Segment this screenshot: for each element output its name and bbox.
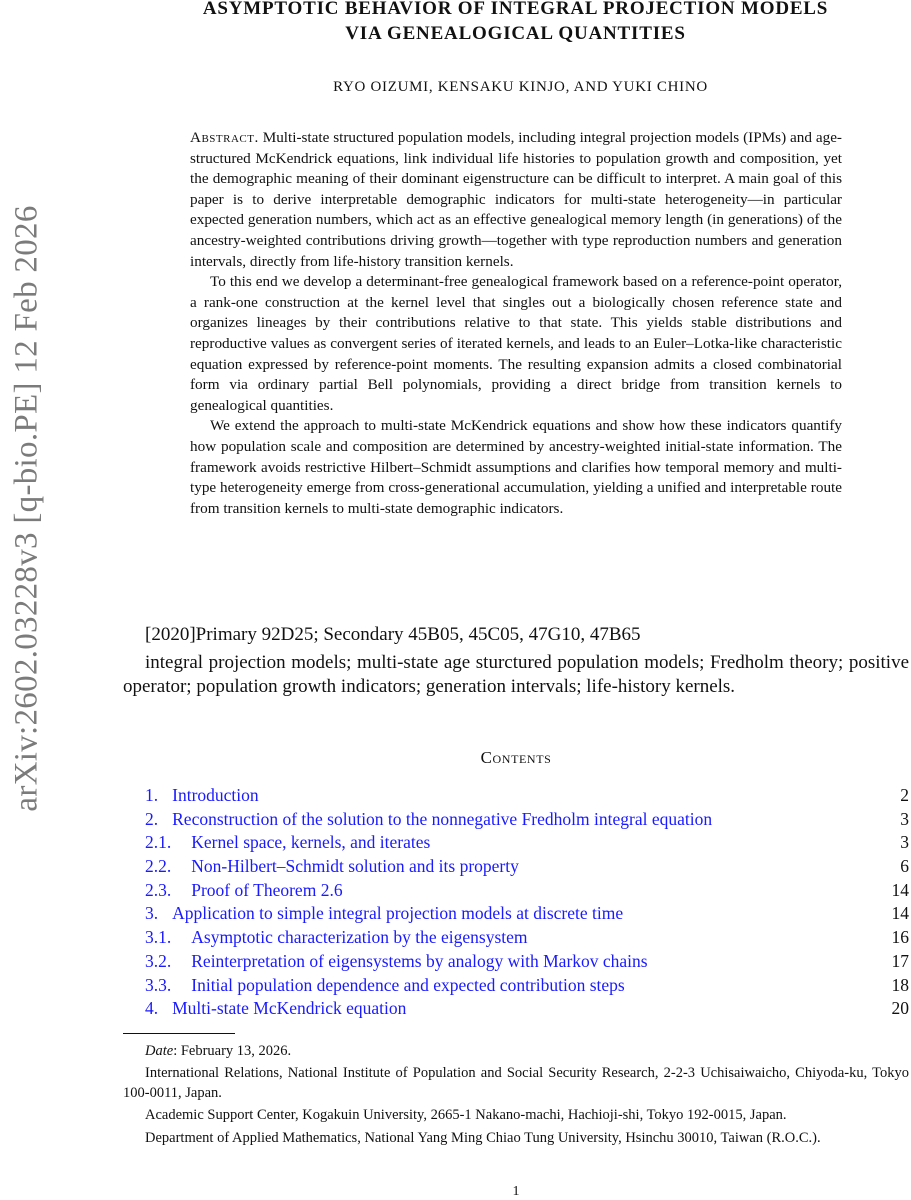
toc-entry-number: 4. xyxy=(145,998,159,1019)
abstract-paragraph-1-text: Multi-state structured population models, including integral projection models (IPMs) and age-structured McKendrick equations, link individual life histories to population growth and composition, yet the demographic meaning of their dominant eigenstructure can be difficult to interpret. A main goal of this paper is to derive interpretable demographic indicators for multi-state heterogeneity—in particular expected generation numbers, which act as an effective genealogical memory length (in generations) of the ancestry-weighted contributions driving growth—together with type reproduction numbers and generation intervals, directly from life-history transition kernels. xyxy=(190,129,842,270)
toc-entry[interactable] xyxy=(145,975,909,999)
toc-entry-number: 2. xyxy=(145,808,159,829)
toc-entry-page: 14 xyxy=(891,903,909,924)
author-list: RYO OIZUMI, KENSAKU KINJO, AND YUKI CHINO xyxy=(333,79,708,95)
toc-entry-number: 3.3. xyxy=(145,974,172,995)
toc-link[interactable] xyxy=(145,785,259,809)
toc-entry-page: 17 xyxy=(891,950,909,971)
toc-entry[interactable] xyxy=(145,998,909,1022)
affiliation-footnote: International Relations, National Institute of Population and Social Security Research, 2-2-3 Uchisaiwaicho, Chiyoda-ku, Tokyo 100-0011, Japan. xyxy=(123,1065,909,1101)
date-label: Date xyxy=(145,1043,174,1059)
toc-entry-number: 2.2. xyxy=(145,856,172,877)
toc-entry-page: 3 xyxy=(900,832,909,853)
arxiv-identifier-text: arXiv:2602.03228v3 [q-bio.PE] 12 Feb 2026 xyxy=(8,204,45,812)
toc-entry-title: Kernel space, kernels, and iterates xyxy=(191,832,431,853)
toc-entry-page: 16 xyxy=(891,927,909,948)
date-footnote xyxy=(123,1042,909,1061)
footnotes xyxy=(123,1042,909,1151)
arxiv-identifier-stamp xyxy=(7,28,47,988)
toc-entry-title: Proof of Theorem 2.6 xyxy=(191,879,343,900)
toc-link[interactable] xyxy=(145,809,712,833)
toc-entry-title: Application to simple integral projection models at discrete time xyxy=(172,903,624,924)
toc-entry-title: Introduction xyxy=(172,785,259,805)
abstract xyxy=(190,128,842,519)
toc-link[interactable] xyxy=(145,927,528,951)
toc-entry[interactable] xyxy=(145,951,909,975)
toc-entry-title: Reconstruction of the solution to the nonnegative Fredholm integral equation xyxy=(172,808,713,829)
toc-entry-title: Reinterpretation of eigensystems by analogy with Markov chains xyxy=(191,950,648,971)
toc-entry-title: Non-Hilbert–Schmidt solution and its property xyxy=(191,856,519,877)
toc-link[interactable] xyxy=(145,951,648,975)
toc-entry-page: 2 xyxy=(900,785,909,805)
toc-entry-number: 2.1. xyxy=(145,832,172,853)
toc-entry[interactable] xyxy=(145,856,909,880)
abstract-label: Abstract. xyxy=(190,129,259,146)
toc-entry[interactable] xyxy=(145,785,909,809)
footnote-divider xyxy=(123,1033,235,1034)
toc-link[interactable] xyxy=(145,903,623,927)
paper-title xyxy=(120,0,911,46)
toc-entry-page: 18 xyxy=(891,974,909,995)
msc-classification: [2020]Primary 92D25; Secondary 45B05, 45C05, 47G10, 47B65 xyxy=(145,624,641,645)
toc-entry-title: Multi-state McKendrick equation xyxy=(172,998,407,1019)
abstract-paragraph-1 xyxy=(190,128,842,272)
toc-entry[interactable] xyxy=(145,809,909,833)
affiliation-footnote: Department of Applied Mathematics, National Yang Ming Chiao Tung University, Hsinchu 30010, Taiwan (R.O.C.). xyxy=(145,1129,821,1146)
toc-entry[interactable] xyxy=(145,880,909,904)
toc-link[interactable] xyxy=(145,975,625,999)
contents-heading: Contents xyxy=(480,748,552,767)
toc-entry[interactable] xyxy=(145,927,909,951)
page-number: 1 xyxy=(512,1184,520,1199)
title-line-1: ASYMPTOTIC BEHAVIOR OF INTEGRAL PROJECTION MODELS xyxy=(202,0,829,19)
abstract-paragraph-2: To this end we develop a determinant-free genealogical framework based on a reference-point operator, a rank-one construction at the kernel level that singles out a biologically chosen reference state and organizes lineages by their contributions relative to that state. This yields stable distributions and reproductive values as convergent series of iterated kernels, and leads to an Euler–Lotka-like characteristic equation expressed by reference-point moments. The resulting expansion admits a closed combinatorial form via ordinary partial Bell polynomials, providing a direct bridge from transition kernels to genealogical quantities. xyxy=(190,273,842,414)
toc-entry-title: Initial population dependence and expected contribution steps xyxy=(191,974,625,995)
toc-link[interactable] xyxy=(145,832,430,856)
toc-entry[interactable] xyxy=(145,903,909,927)
toc-entry-number: 3. xyxy=(145,903,159,924)
toc-entry-number: 2.3. xyxy=(145,879,172,900)
date-value: : February 13, 2026. xyxy=(173,1043,292,1059)
toc-entry-page: 6 xyxy=(900,856,909,877)
toc-entry-number: 3.1. xyxy=(145,927,172,948)
keywords: integral projection models; multi-state age sturctured population models; Fredholm theory; positive operator; population growth indicators; generation intervals; life-history kernels. xyxy=(123,652,909,697)
toc-entry-number: 1. xyxy=(145,785,159,805)
toc-entry-page: 3 xyxy=(900,808,909,829)
toc-entry[interactable] xyxy=(145,832,909,856)
toc-entry-page: 14 xyxy=(891,879,909,900)
toc-entry-page: 20 xyxy=(891,998,909,1019)
toc-link[interactable] xyxy=(145,880,343,904)
toc-entry-number: 3.2. xyxy=(145,950,172,971)
title-line-2: VIA GENEALOGICAL QUANTITIES xyxy=(345,23,686,44)
toc-link[interactable] xyxy=(145,856,519,880)
table-of-contents xyxy=(145,785,909,1022)
affiliation-footnote: Academic Support Center, Kogakuin University, 2665-1 Nakano-machi, Hachioji-shi, Tokyo 192-0015, Japan. xyxy=(145,1107,787,1124)
abstract-paragraph-3: We extend the approach to multi-state McKendrick equations and show how these indicators quantify how population scale and composition are determined by ancestry-weighted initial-state information. The framework avoids restrictive Hilbert–Schmidt assumptions and clarifies how temporal memory and multi-type heterogeneity emerge from cross-generational accumulation, yielding a unified and interpretable route from transition kernels to multi-state demographic indicators. xyxy=(190,417,842,517)
toc-entry-title: Asymptotic characterization by the eigensystem xyxy=(191,927,528,948)
toc-link[interactable] xyxy=(145,998,406,1022)
